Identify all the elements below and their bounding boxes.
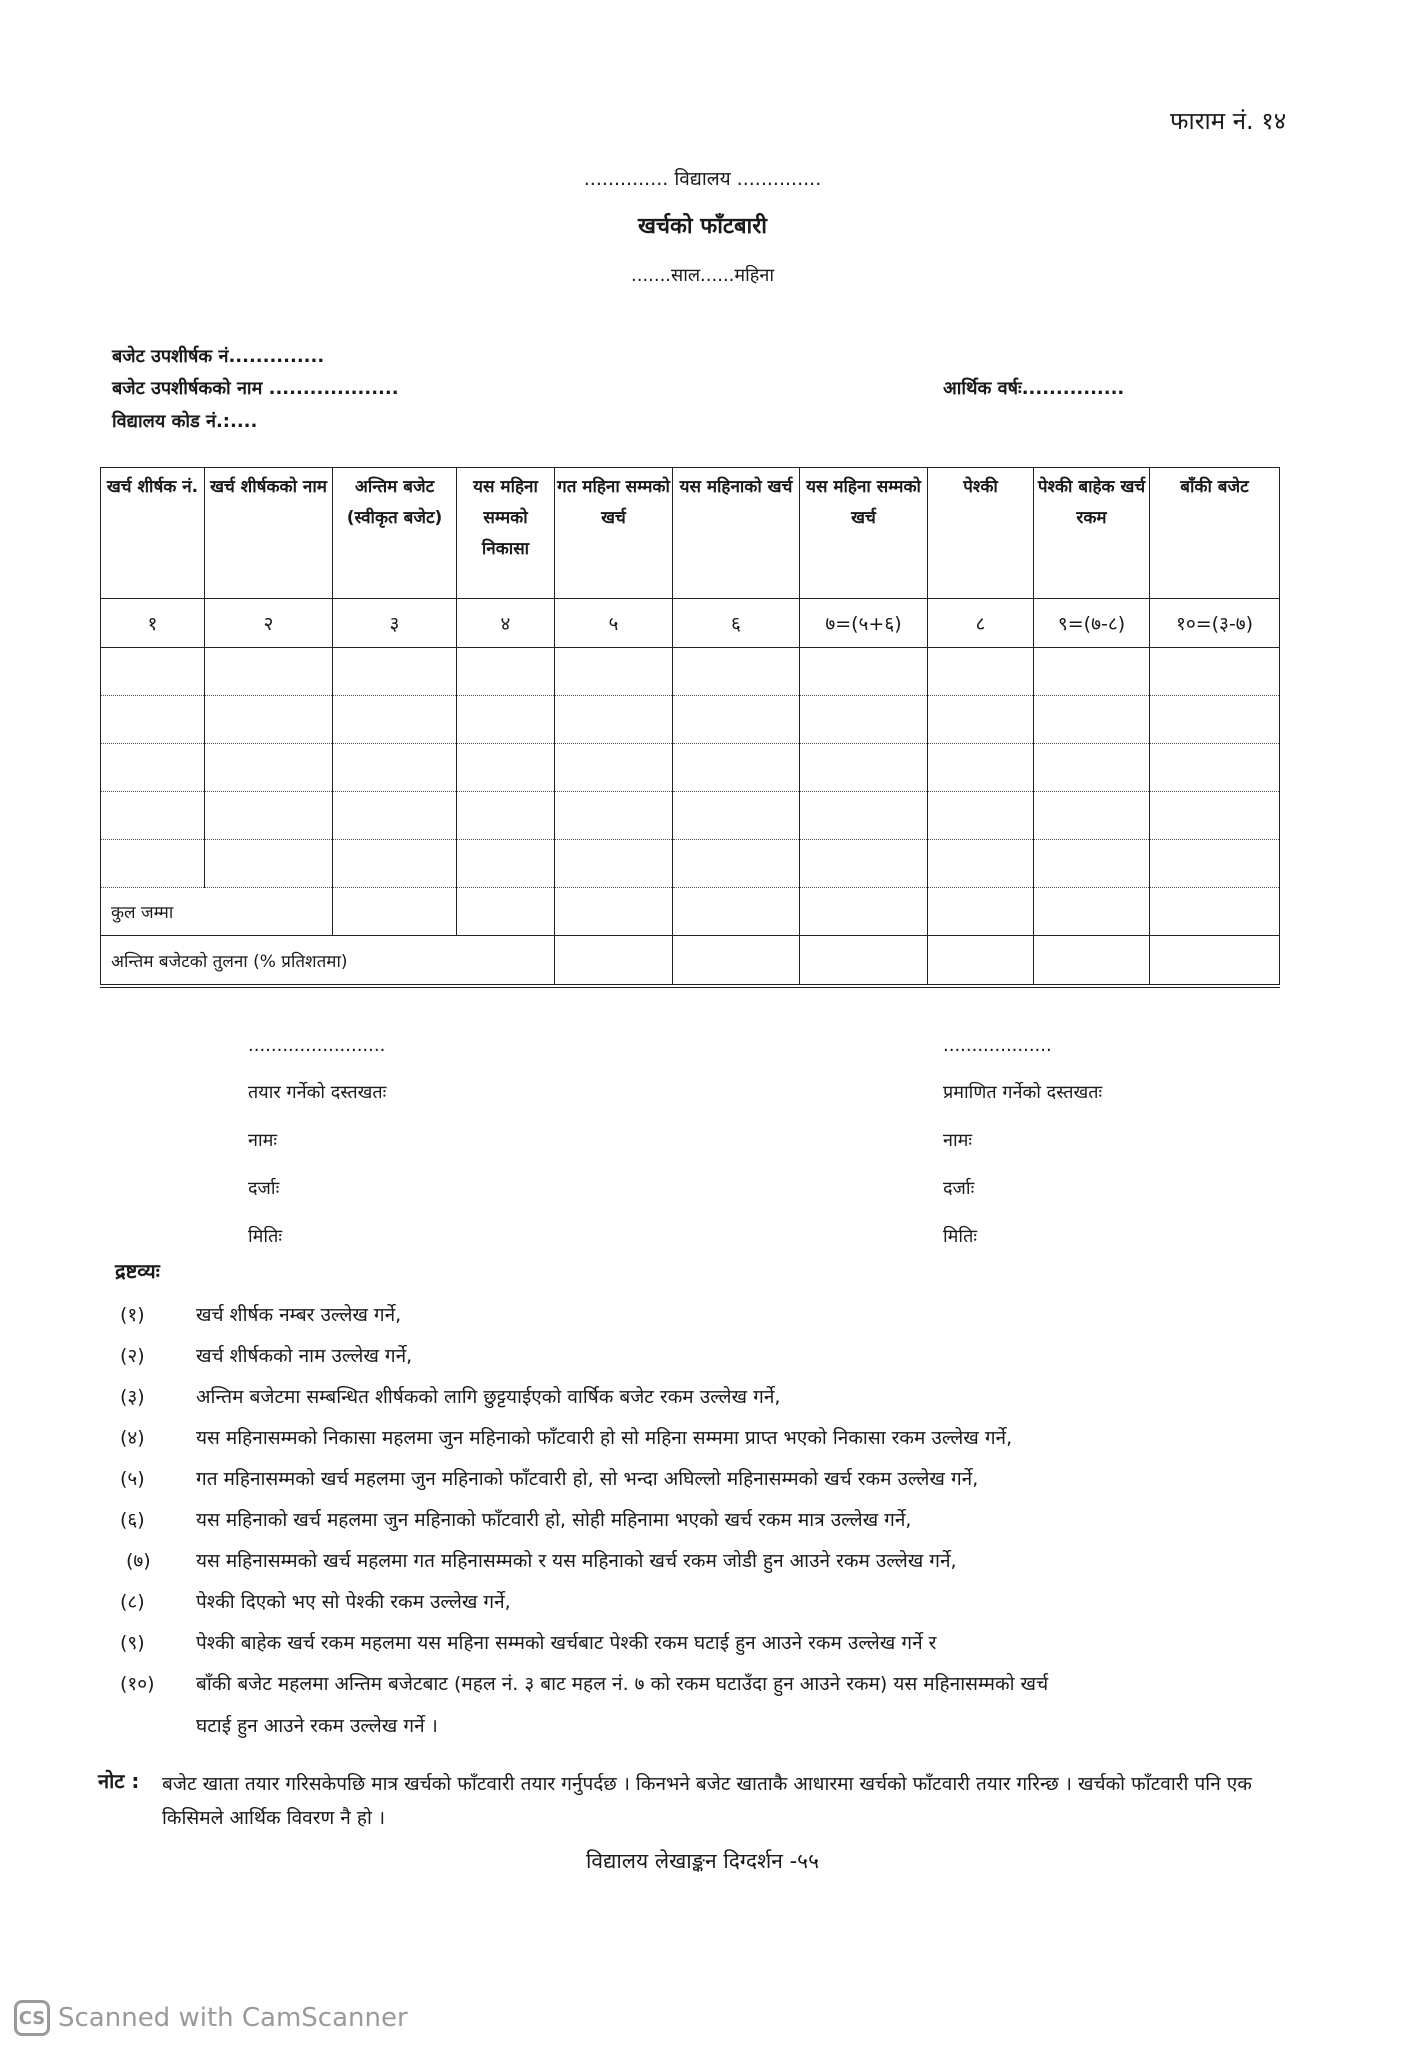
note-number: (९)	[120, 1632, 145, 1654]
page-footer: विद्यालय लेखाङ्कन दिग्दर्शन -५५	[585, 1849, 820, 1873]
column-header: खर्च शीर्षक नं.	[101, 468, 205, 599]
note-number: (१)	[120, 1304, 145, 1326]
budget-subheading-no: बजेट उपशीर्षक नं..............	[112, 346, 325, 367]
note-number: (४)	[120, 1427, 145, 1449]
column-number: ५	[555, 599, 673, 648]
total-label: कुल जम्मा	[101, 888, 333, 936]
note-text: अन्तिम बजेटमा सम्बन्धित शीर्षकको लागि छुट्टयाईएको वार्षिक बजेट रकम उल्लेख गर्ने,	[196, 1386, 781, 1408]
column-header: यस महिना सम्मको खर्च	[800, 468, 928, 599]
column-number: ७=(५+६)	[800, 599, 928, 648]
note-text: बाँकी बजेट महलमा अन्तिम बजेटबाट (महल नं. ३ बाट महल नं. ७ को रकम घटाउँदा हुन आउने रकम) यस महिनासम्मको खर्च	[196, 1673, 1049, 1695]
camscanner-watermark	[14, 2000, 408, 2036]
note-number: (५)	[120, 1468, 145, 1490]
column-header: खर्च शीर्षकको नाम	[205, 468, 333, 599]
prepared-by-signature-line: ........................	[248, 1035, 386, 1056]
form-number: फाराम नं. १४	[1170, 107, 1287, 135]
certified-by-signature-line: ...................	[943, 1035, 1052, 1056]
camscanner-text: Scanned with CamScanner	[58, 2003, 408, 2033]
table-row	[101, 840, 1280, 888]
column-number: ३	[333, 599, 457, 648]
page-title: खर्चको फाँटबारी	[638, 214, 767, 239]
note-text: गत महिनासम्मको खर्च महलमा जुन महिनाको फाँटवारी हो, सो भन्दा अघिल्लो महिनासम्मको खर्च रकम उल्लेख गर्ने,	[196, 1468, 979, 1490]
table-row	[101, 744, 1280, 792]
note-text: यस महिनासम्मको खर्च महलमा गत महिनासम्मको र यस महिनाको खर्च रकम जोडी हुन आउने रकम उल्लेख गर्ने,	[196, 1550, 957, 1572]
column-number: ८	[928, 599, 1034, 648]
certified-by-name: नामः	[943, 1130, 973, 1151]
prepared-by-rank: दर्जाः	[248, 1178, 280, 1199]
column-header: पेश्की बाहेक खर्च रकम	[1034, 468, 1150, 599]
column-number: १०=(३-७)	[1150, 599, 1280, 648]
note-number: (६)	[120, 1509, 145, 1531]
note-text: पेश्की दिएको भए सो पेश्की रकम उल्लेख गर्ने,	[196, 1591, 511, 1613]
column-number: ६	[673, 599, 800, 648]
column-number-row	[101, 599, 1280, 648]
period-line: .......साल......महिना	[630, 265, 775, 286]
header-row	[101, 468, 1280, 599]
note-number: (१०)	[120, 1673, 155, 1695]
nb-text: बजेट खाता तयार गरिसकेपछि मात्र खर्चको फाँटवारी तयार गर्नुपर्दछ । किनभने बजेट खाताकै आधारमा खर्चको फाँटवारी तयार गरिन्छ । खर्चको फाँटवारी पनि एक किसिमले आर्थिक विवरण नै हो ।	[162, 1773, 1252, 1829]
note-text: पेश्की बाहेक खर्च रकम महलमा यस महिना सम्मको खर्चबाट पेश्की रकम घटाई हुन आउने रकम उल्लेख गर्ने र	[196, 1632, 937, 1654]
column-header: बाँकी बजेट	[1150, 468, 1280, 599]
prepared-by-label: तयार गर्नेको दस्तखतः	[248, 1082, 387, 1103]
column-header: पेश्की	[928, 468, 1034, 599]
notes-title: द्रष्टव्यः	[115, 1259, 160, 1283]
note-number: (२)	[120, 1345, 145, 1367]
column-number: २	[205, 599, 333, 648]
expense-statement-table	[100, 467, 1280, 988]
column-header: यस महिना सम्मको निकासा	[457, 468, 555, 599]
note-text-continued: घटाई हुन आउने रकम उल्लेख गर्ने ।	[196, 1715, 438, 1737]
comparison-label: अन्तिम बजेटको तुलना (% प्रतिशतमा)	[101, 936, 555, 987]
school-code: विद्यालय कोड नं.:....	[112, 411, 258, 432]
column-header: यस महिनाको खर्च	[673, 468, 800, 599]
camscanner-logo-icon: CS	[14, 2000, 50, 2036]
prepared-by-name: नामः	[248, 1130, 278, 1151]
note-text: यस महिनासम्मको निकासा महलमा जुन महिनाको फाँटवारी हो सो महिना सम्ममा प्राप्त भएको निकासा रकम उल्लेख गर्ने,	[196, 1427, 1013, 1449]
table-row	[101, 792, 1280, 840]
note-text: यस महिनाको खर्च महलमा जुन महिनाको फाँटवारी हो, सोही महिनामा भएको खर्च रकम मात्र उल्लेख गर्ने,	[196, 1509, 912, 1531]
column-header: अन्तिम बजेट (स्वीकृत बजेट)	[333, 468, 457, 599]
table-row	[101, 696, 1280, 744]
school-name-line: .............. विद्यालय ..............	[583, 168, 822, 190]
column-header: गत महिना सम्मको खर्च	[555, 468, 673, 599]
column-number: ४	[457, 599, 555, 648]
prepared-by-date: मितिः	[248, 1226, 282, 1247]
note-text: खर्च शीर्षक नम्बर उल्लेख गर्ने,	[196, 1304, 402, 1326]
table-row	[101, 648, 1280, 696]
note-text: खर्च शीर्षकको नाम उल्लेख गर्ने,	[196, 1345, 413, 1367]
column-number: ९=(७-८)	[1034, 599, 1150, 648]
note-number: (३)	[120, 1386, 145, 1408]
note-number: (८)	[120, 1591, 145, 1613]
budget-subheading-name: बजेट उपशीर्षकको नाम ...................	[112, 378, 399, 399]
comparison-row	[101, 936, 1280, 987]
column-number: १	[101, 599, 205, 648]
total-row	[101, 888, 1280, 936]
note-number: (७)	[126, 1550, 151, 1572]
certified-by-label: प्रमाणित गर्नेको दस्तखतः	[943, 1082, 1103, 1103]
nb-label: नोट :	[98, 1769, 140, 1793]
certified-by-rank: दर्जाः	[943, 1178, 975, 1199]
fiscal-year: आर्थिक वर्षः...............	[943, 378, 1125, 399]
certified-by-date: मितिः	[943, 1226, 977, 1247]
